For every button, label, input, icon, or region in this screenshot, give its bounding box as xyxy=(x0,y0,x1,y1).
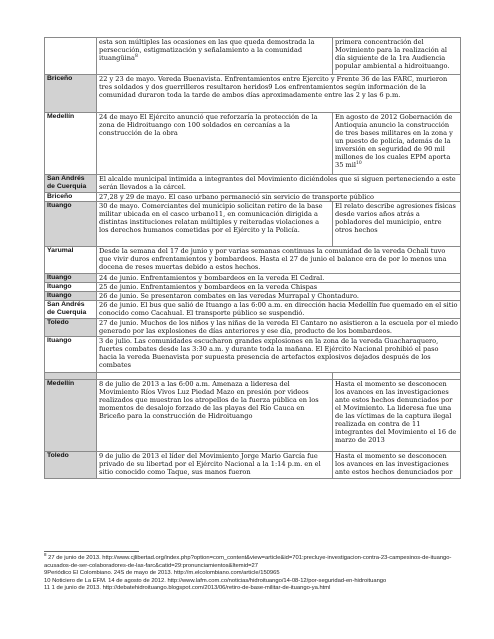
table-row xyxy=(45,380,461,452)
event-cell: 26 de junio. El bus que salió de Ituango a las 6:00 a.m. en dirección hacia Medellín fue quemado en el sitio conocido como Cacahual. El transporte público se suspendió. xyxy=(97,301,461,319)
table-row xyxy=(45,113,461,175)
table-row xyxy=(45,274,461,283)
footnote: 11 1 de junio de 2013. http://debatehidroituango.blogspot.com/2013/06/retiro-de-base-militar-de-ituango-ya.html xyxy=(44,585,331,592)
table-row xyxy=(45,292,461,301)
observation-cell: Hasta el momento se desconocen los avances en las investigaciones ante estos hechos denunciados por xyxy=(333,452,461,479)
table-row xyxy=(45,75,461,113)
place-cell: Toledo xyxy=(45,452,97,479)
place-cell: Ituango xyxy=(45,202,97,247)
place-cell: Ituango xyxy=(45,283,97,292)
table-row xyxy=(45,247,461,274)
event-cell: 24 de junio. Enfrentamientos y bombardeos en la vereda El Cedral. xyxy=(97,274,461,283)
footnote-ref: 10 xyxy=(355,160,362,166)
place-cell: Yarumal xyxy=(45,247,97,274)
table-row xyxy=(45,38,461,75)
table-row xyxy=(45,202,461,247)
event-cell: 3 de julio. Las comunidades escucharon grandes explosiones en la zona de la vereda Guacharaquero, fuertes combates desde las 3:30 a.m. y durante toda la mañana. El Ejército Nacional prohibió el paso hacia la vereda Buenavista por supuesta presencia de artefactos explosivos dejados después de los combates xyxy=(97,337,461,373)
place-cell: Ituango xyxy=(45,274,97,283)
place-cell: Ituango xyxy=(45,337,97,373)
event-cell: Desde la semana del 17 de junio y por varias semanas continuas la comunidad de la vereda Ochali tuvo que vivir duros enfrentamientos y bombardeos. Hasta el 27 de junio el balance era de por lo menos una docena de reses muertas debido a estos hechos. xyxy=(97,247,461,274)
footnote-divider xyxy=(44,551,139,552)
event-cell: esta son múltiples las ocasiones en las que queda demostrada la persecución, estigmatización y señalamiento a la comunidad ituangüina$^8$ xyxy=(97,38,333,75)
observation-cell: Hasta el momento se desconocen los avances en las investigaciones ante estos hechos denunciados por el Movimiento. La lideresa fue una de las víctimas de la captura ilegal realizada en contra de 11 integrantes del Movimiento el 16 de marzo de 2013 xyxy=(333,380,461,452)
event-cell: 24 de mayo El Ejército anunció que reforzaría la protección de la zona de Hidroituango con 100 soldados en cercanías a la construcción de la obra xyxy=(97,113,333,175)
observation-cell: En agosto de 2012 Gobernación de Antioquia anuncio la construcción de tres bases militares en la zona y un puesto de policía, además de la inversión en seguridad de 90 mil millones de los cuales EPM aporta 35 mil$^{10}$ xyxy=(333,113,461,175)
event-cell: 27 de junio. Muchos de los niños y las niñas de la vereda El Cantaro no asistieron a la escuela por el miedo generado por las explosiones de días anteriores y ese día, producto de los bombardeos. xyxy=(97,319,461,337)
separator-row xyxy=(45,373,461,380)
table-row xyxy=(45,175,461,193)
event-cell: 8 de julio de 2013 a las 6:00 a.m. Amenaza a lideresa del Movimiento Ríos Vivos Luz Piedad Mazo en presión por videos realizados que muestran los atropellos de la fuerza pública en los momentos de desalojo forzado de las playas del Río Cauca en Briceño para la construcción de Hidroituango xyxy=(97,380,333,452)
empty-cell xyxy=(333,373,461,380)
observation-cell: primera concentración del Movimiento para la realización al día siguiente de la 1ra Audiencia popular ambiental a hidroituango. xyxy=(333,38,461,75)
place-cell: Medellín xyxy=(45,380,97,452)
place-cell: Briceño xyxy=(45,193,97,202)
event-cell: 26 de junio. Se presentaron combates en las veredas Murrapal y Chontaduro. xyxy=(97,292,461,301)
place-cell: San Andrés de Cuerquia xyxy=(45,301,97,319)
table-row xyxy=(45,452,461,479)
place-cell: Toledo xyxy=(45,319,97,337)
event-cell: El alcalde municipal intimida a integrantes del Movimiento diciéndoles que si siguen perteneciendo a este serán llevados a la cárcel. xyxy=(97,175,461,193)
place-cell: Medellín xyxy=(45,113,97,175)
event-cell: 27,28 y 29 de mayo. El caso urbano permaneció sin servicio de transporte público xyxy=(97,193,461,202)
table-row xyxy=(45,337,461,373)
event-cell: 22 y 23 de mayo. Vereda Buenavista. Enfrentamientos entre Ejercito y Frente 36 de las FARC, murieron tres soldados y dos guerrilleros resultaron heridos9 Los enfrentamientos según información de la comunidad duraron toda la tarde de ambos días aproximadamente entre las 2 y las 6 p.m. xyxy=(97,75,461,113)
place-cell: Ituango xyxy=(45,292,97,301)
event-cell: 9 de julio de 2013 el líder del Movimiento Jorge Mario García fue privado de su libertad por el Ejército Nacional a la 1:14 p.m. en el sitio conocido como Taque, sus manos fueron xyxy=(97,452,333,479)
observation-cell: El relato describe agresiones físicas desde varios años atrás a pobladores del municipio, entre otros hechos xyxy=(333,202,461,247)
place-cell: San Andrés de Cuerquia xyxy=(45,175,97,193)
table-row xyxy=(45,301,461,319)
footnotes xyxy=(44,552,464,593)
event-cell: 30 de mayo. Comerciantes del municipio solicitan retiro de la base militar ubicada en el casco urbano11, en comunicación dirigida a distintas instituciones relatan múltiples y reiteradas violaciones a los derechos humanos cometidas por el Ejército y la Policía. xyxy=(97,202,333,247)
event-cell: 25 de junio. Enfrentamientos y bombardeos en la vereda Chispas xyxy=(97,283,461,292)
empty-cell xyxy=(97,373,333,380)
footnote: 10 Noticiero de La EFM. 14 de agosto de 2012. http://www.lafm.com.co/noticias/hidroituango/14-08-12/por-seguridad-en-hidroituango xyxy=(44,577,387,584)
footnote: 9Periódico El Colombiano. 24S de mayo de 2013. http://m.elcolombiano.com/article/150965 xyxy=(44,570,280,577)
table-row xyxy=(45,283,461,292)
chronology-table xyxy=(44,37,461,479)
empty-cell xyxy=(45,373,97,380)
footnote-ref: 8 xyxy=(134,53,138,59)
place-cell xyxy=(45,38,97,75)
place-cell: Briceño xyxy=(45,75,97,113)
table-row xyxy=(45,193,461,202)
table-row xyxy=(45,319,461,337)
footnote: $^8$ 27 de junio de 2013. http://www.cjlibertad.org/index.php?option=com_content&view=article&id=701:precluye-investigacion-contra-23-campesinos-de-ituango-acusados-de-ser-colaboradores-de-las-farc&catid=29:pronunciamientos&Itemid=27 xyxy=(44,552,452,569)
